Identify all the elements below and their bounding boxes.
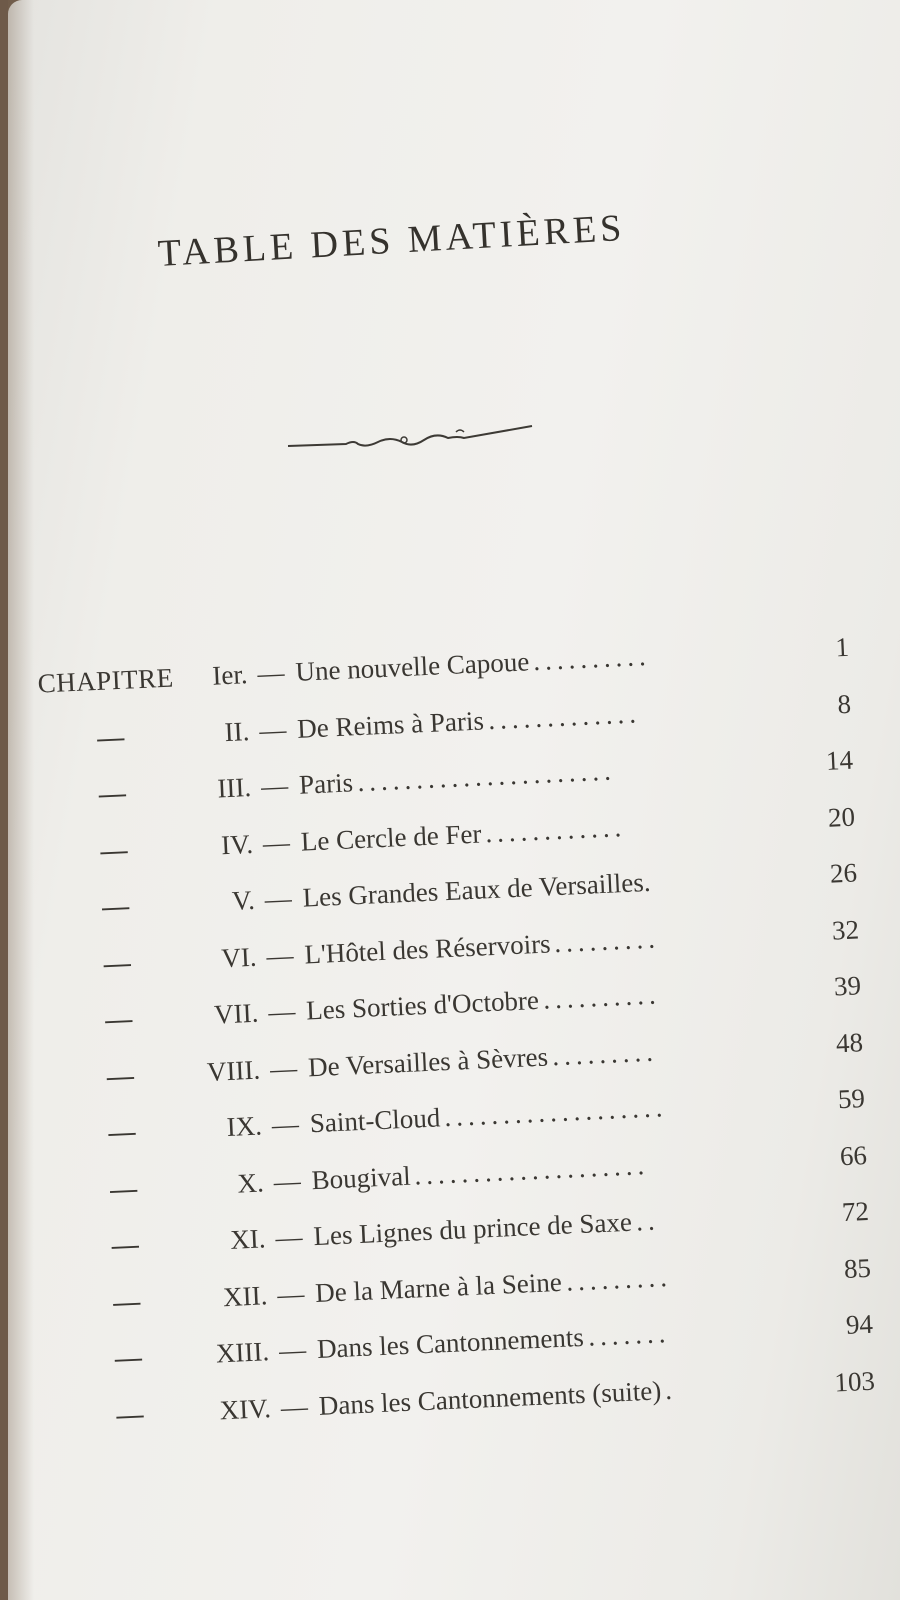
em-dash-separator: — [276,1278,305,1310]
em-dash-separator: — [265,939,295,971]
page-number: 48 [835,1026,864,1058]
chapter-numeral: XIII. [215,1336,270,1369]
ditto-dash: — [99,834,129,866]
chapter-numeral: Ier. [211,659,249,691]
leader-dots: ....... [587,1317,672,1352]
leader-dots: ...................... [356,755,617,798]
em-dash-separator: — [262,826,291,858]
chapter-title: Les Sorties d'Octobre [305,984,540,1026]
em-dash-separator: — [274,1221,304,1253]
page-number: 39 [833,970,862,1002]
page-number: 26 [829,857,858,889]
chapter-title: Dans les Cantonnements (suite) [318,1374,662,1421]
em-dash-separator: — [280,1390,309,1423]
em-dash-separator: — [264,883,293,915]
chapter-title: De Versailles à Sèvres [307,1040,549,1082]
chapter-numeral: X. [236,1166,265,1199]
em-dash-separator: — [258,713,287,746]
leader-dots: ......... [553,922,661,958]
leader-dots: ......... [551,1036,659,1071]
chapter-numeral: VI. [220,941,258,973]
leader-dots: . [664,1374,678,1405]
leader-dots: .......... [532,640,652,677]
chapter-numeral: VII. [213,997,259,1030]
chapter-title: Les Lignes du prince de Saxe [312,1206,633,1252]
chapter-label: CHAPITRE [37,662,175,699]
page-number: 59 [837,1083,866,1115]
chapter-numeral: VIII. [206,1054,261,1087]
em-dash-separator: — [278,1334,307,1366]
chapter-numeral: IV. [220,828,254,860]
ditto-dash: — [112,1285,141,1317]
leader-dots: .......... [542,979,662,1015]
leader-dots: ................... [443,1092,669,1133]
ditto-dash: — [114,1341,143,1374]
chapter-title: De Reims à Paris [296,704,485,744]
chapter-numeral: V. [231,884,256,916]
decorative-flourish [286,418,536,458]
page-number: 66 [839,1139,868,1171]
chapter-title: Bougival [310,1160,412,1195]
chapter-title: Le Cercle de Fer [300,818,483,857]
em-dash-separator: — [260,770,289,802]
ditto-dash: — [115,1398,145,1430]
chapter-numeral: IX. [226,1110,263,1143]
chapter-numeral: XI. [229,1223,267,1255]
ditto-dash: — [102,946,132,979]
ditto-dash: — [109,1172,138,1204]
ditto-dash: — [101,890,130,922]
page-number: 72 [841,1195,870,1228]
chapter-title: Paris [298,767,354,800]
ditto-dash: — [98,777,127,809]
em-dash-separator: — [271,1108,300,1140]
page-number: 14 [825,744,854,776]
ditto-dash: — [106,1059,135,1091]
chapter-title: Dans les Cantonnements [316,1321,585,1364]
page-number: 20 [827,801,856,833]
page-number: 8 [836,688,852,719]
chapter-numeral: II. [223,715,251,747]
ditto-dash: — [110,1229,140,1261]
leader-dots: ............. [487,697,642,735]
chapter-numeral: III. [216,771,252,804]
chapter-title: Les Grandes Eaux de Versailles. [301,866,652,913]
leader-dots: ............ [484,811,627,848]
page-number: 1 [834,631,850,663]
leader-dots: .. [635,1205,661,1237]
chapter-title: Saint-Cloud [309,1102,441,1139]
page-number: 103 [833,1365,876,1397]
chapter-numeral: XII. [222,1279,268,1312]
page-number: 94 [845,1308,874,1340]
book-page [8,0,900,1600]
chapter-title: L'Hôtel des Réservoirs [303,927,552,970]
ditto-dash: — [104,1003,133,1035]
page-number: 32 [831,913,860,946]
chapter-title: De la Marne à la Seine [314,1266,563,1308]
ditto-dash: — [107,1116,137,1148]
page-title: TABLE DES MATIÈRES [156,206,627,275]
em-dash-separator: — [256,657,286,689]
em-dash-separator: — [269,1052,298,1084]
em-dash-separator: — [273,1165,302,1197]
ditto-dash: — [96,721,125,753]
chapter-numeral: XIV. [218,1392,272,1425]
leader-dots: .................... [413,1149,650,1191]
bleed-through-text: ​ [647,540,649,573]
chapter-title: Une nouvelle Capoue [294,646,530,687]
leader-dots: ......... [565,1261,673,1297]
page-number: 85 [843,1252,872,1284]
em-dash-separator: — [267,995,296,1028]
